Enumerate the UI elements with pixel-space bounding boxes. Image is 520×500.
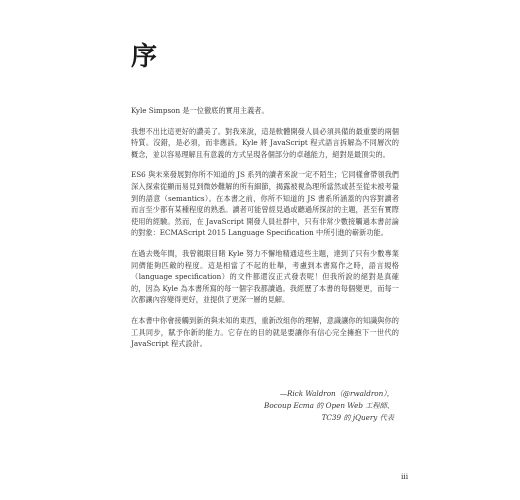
paragraph-4: 在過去幾年間，我曾親眼目睹 Kyle 努力不懈地精通這些主題，達到了只有少數專業同儕能夠匹敵的程度。這是相當了不起的壯舉，考慮到本書寫作之時，語言規格（language specification）的文件都還沒正式發表呢！但我所說的絕對是真確的，因為 Kyle 為本書所寫的每一個字我都讀過。我經歷了本書的每個變更，而每一次都讓內容變得更好，並提供了更深一層的見解。 (131, 248, 399, 305)
paragraph-1: Kyle Simpson 是一位徹底的實用主義者。 (131, 106, 269, 115)
signature-title: Bocoup Ecma 的 Open Web 工程師、 (264, 400, 394, 410)
page-title: 序 (131, 42, 159, 72)
signature-role: TC39 的 jQuery 代表 (321, 412, 394, 422)
paragraph-3: ES6 與未來發展對你所不知道的 JS 系列的讀者來說一定不陌生；它同樣會帶領我們深入探索從顯而易見到微妙難解的所有細節，揭露被視為理所當然或甚至從未被考量到的語意（semantics）。在本書之前，你所不知道的 JS 書系所涵蓋的內容對讀者而言至少都有某種程度的熟悉。讀者可能曾經見過或聽過所探討的主題，甚至有實際使用的經驗。然而，在 JavaScript 開發人員社群中，只有非常少數接觸過本書討論的對象：ECMAScript 2015 Language Specification 中所引進的嶄新功能。 (131, 170, 399, 238)
foreword-body (131, 105, 399, 359)
signature-block (264, 388, 394, 423)
paragraph-2: 我想不出比這更好的讚美了。對我來說，這是軟體開發人員必須具備的最重要的兩個特質。沒錯，是必須，而非應該。Kyle 將 JavaScript 程式語言拆解為不同層次的概念，並以容易理解且有意義的方式呈現各個部分的卓越能力，絕對是最頂尖的。 (131, 126, 399, 159)
signature-name: —Rick Waldron（@rwaldron）， (279, 389, 394, 398)
paragraph-5: 在本書中你會接觸到新的與未知的東西，重新改組你的理解，意識讓你的知識與你的工具同步，賦予你新的能力。它存在的目的就是要讓你有信心完全擁抱下一世代的 JavaScript 程式設計。 (131, 315, 399, 349)
page-number: iii (401, 472, 409, 481)
